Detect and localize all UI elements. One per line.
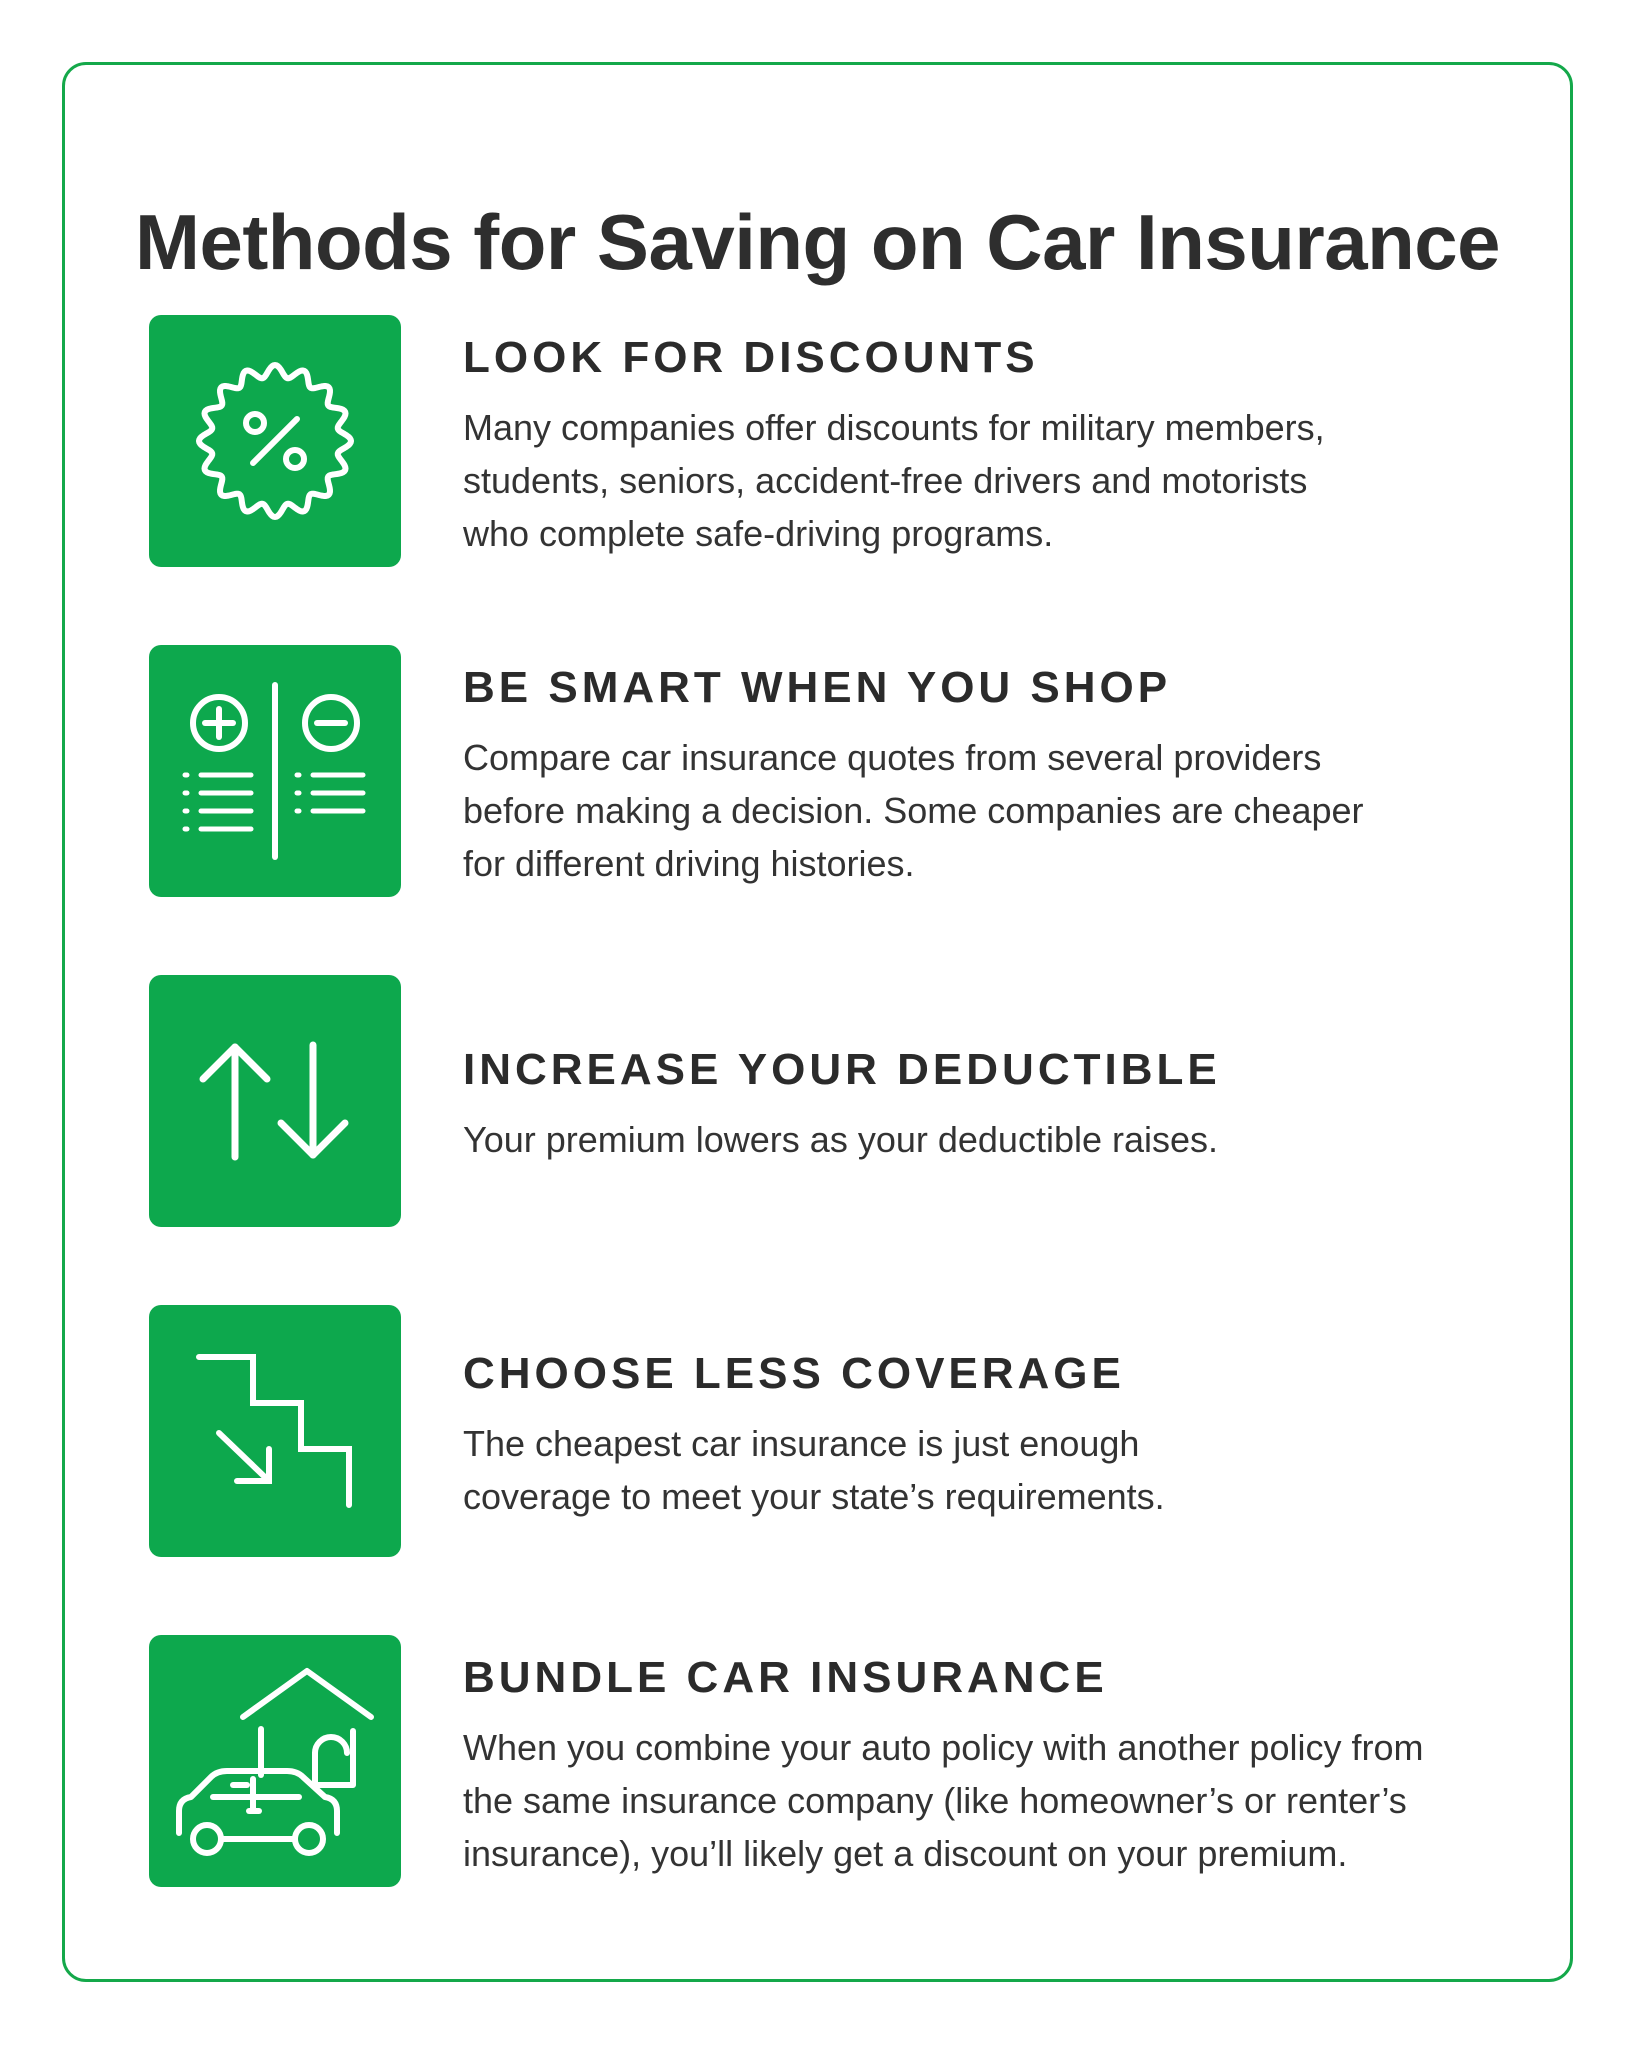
tip-text (463, 663, 1509, 890)
page-title: Methods for Saving on Car Insurance (134, 198, 1501, 286)
tip-line: insurance), you’ll likely get a discount on your premium. (463, 1833, 1348, 1874)
tip-text (463, 1653, 1509, 1880)
tip-line: students, seniors, accident-free drivers and motorists (463, 460, 1308, 501)
tip-line: the same insurance company (like homeowner’s or renter’s (463, 1780, 1407, 1821)
tip-description (463, 731, 1509, 890)
tip-description (463, 1113, 1509, 1166)
tip-description (463, 401, 1509, 560)
infographic-card (62, 62, 1573, 1982)
tip-text (463, 333, 1509, 560)
tip-heading: BUNDLE CAR INSURANCE (463, 1653, 1108, 1702)
tip-line: Your premium lowers as your deductible raises. (463, 1119, 1219, 1160)
tip-look-for-discounts (149, 315, 1509, 567)
tip-heading: LOOK FOR DISCOUNTS (463, 333, 1039, 382)
stairs-down-arrow-icon (149, 1305, 401, 1557)
tip-heading: CHOOSE LESS COVERAGE (463, 1349, 1125, 1398)
up-down-arrows-icon (149, 975, 401, 1227)
tip-line: for different driving histories. (463, 843, 915, 884)
tip-bundle-car-insurance (149, 1635, 1509, 1887)
tip-increase-your-deductible (149, 975, 1509, 1227)
tip-description (463, 1417, 1509, 1523)
tip-line: coverage to meet your state’s requirements. (463, 1476, 1165, 1517)
tip-heading: BE SMART WHEN YOU SHOP (463, 663, 1172, 712)
tip-choose-less-coverage (149, 1305, 1509, 1557)
tip-be-smart-when-you-shop (149, 645, 1509, 897)
tip-description (463, 1721, 1509, 1880)
tip-line: who complete safe-driving programs. (463, 513, 1054, 554)
pros-cons-compare-icon (149, 645, 401, 897)
tip-line: When you combine your auto policy with another policy from (463, 1727, 1424, 1768)
house-and-car-icon (149, 1635, 401, 1887)
tip-line: Many companies offer discounts for military members, (463, 407, 1325, 448)
tip-line: before making a decision. Some companies are cheaper (463, 790, 1364, 831)
tip-heading: INCREASE YOUR DEDUCTIBLE (463, 1045, 1221, 1094)
tip-line: Compare car insurance quotes from several providers (463, 737, 1322, 778)
discount-percent-badge-icon (149, 315, 401, 567)
tip-text (463, 1349, 1509, 1523)
tip-line: The cheapest car insurance is just enough (463, 1423, 1140, 1464)
tip-text (463, 1045, 1509, 1166)
